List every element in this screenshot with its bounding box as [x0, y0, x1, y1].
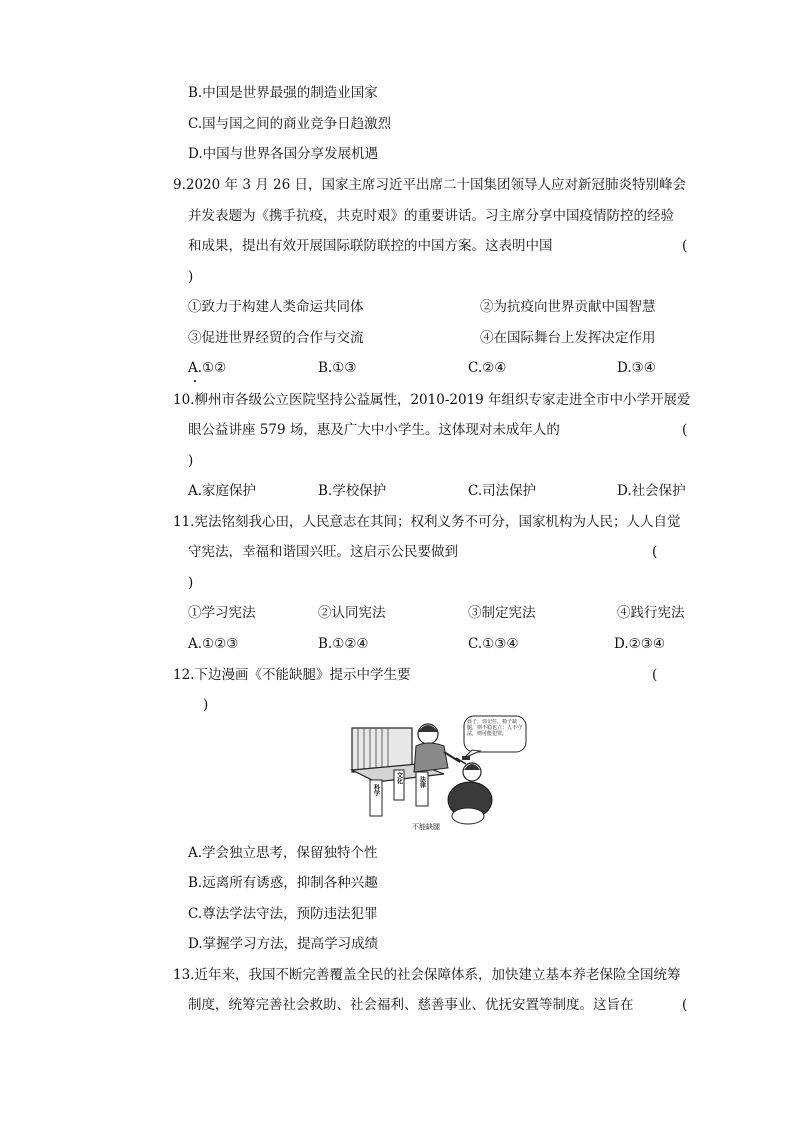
q11-item-3: ③制定宪法	[468, 605, 536, 621]
q11-option-b: B.①②④	[318, 636, 369, 652]
q8-option-b: B.中国是世界最强的制造业国家	[188, 85, 378, 101]
q9-option-a: A.①②	[188, 360, 227, 376]
q10-option-c: C.司法保护	[468, 483, 537, 499]
q9-item-4: ④在国际舞台上发挥决定作用	[480, 330, 656, 346]
q9-stem-line2: 并发表题为《携手抗疫，共克时艰》的重要讲话。习主席分享中国疫情防控的经验	[188, 208, 674, 224]
q12-option-a: A.学会独立思考，保留独特个性	[188, 845, 378, 861]
q11-option-d: D.②③④	[614, 636, 665, 652]
q12-answer-paren-close: )	[203, 697, 209, 713]
q10-answer-paren-open: (	[682, 422, 688, 438]
q10-stem-line2: 眼公益讲座 579 场，惠及广大中小学生。这体现对未成年人的	[188, 422, 560, 438]
q11-stem-line1: 11.宪法铭刻我心田，人民意志在其间；权利义务不可分，国家机构为人民；人人自觉	[173, 514, 681, 530]
q13-stem-line1: 13.近年来，我国不断完善覆盖全民的社会保障体系，加快建立基本养老保险全国统筹	[173, 967, 681, 983]
q9-item-3: ③促进世界经贸的合作与交流	[188, 330, 364, 346]
q9-stem-line1: 9.2020 年 3 月 26 日，国家主席习近平出席二十国集团领导人应对新冠肺炎特别峰会	[173, 177, 686, 193]
q12-stem-line1: 12.下边漫画《不能缺腿》提示中学生要	[173, 667, 411, 683]
cartoon-illustration	[348, 712, 528, 830]
q13-stem-line2: 制度，统筹完善社会救助、社会福利、慈善事业、优抚安置等制度。这旨在	[188, 997, 634, 1013]
q9-answer-paren-close: )	[188, 269, 194, 285]
cartoon-caption: 不能缺腿	[412, 823, 440, 831]
q10-option-b: B.学校保护	[318, 483, 387, 499]
q12-option-c: C.尊法学法守法，预防违法犯罪	[188, 906, 378, 922]
q11-item-2: ②认同宪法	[318, 605, 386, 621]
leg-sign-culture: 文化	[395, 772, 403, 784]
q8-option-c: C.国与国之间的商业竞争日趋激烈	[188, 116, 392, 132]
q11-option-c: C.①③④	[468, 636, 519, 652]
q12-option-b: B.远离所有诱惑，抑制各种兴趣	[188, 875, 378, 891]
q9-answer-paren-open: (	[682, 238, 688, 254]
q9-option-c: C.②④	[468, 360, 507, 376]
q13-answer-paren-open: (	[682, 997, 688, 1013]
q11-option-a: A.①②③	[188, 636, 239, 652]
q10-stem-line1: 10.柳州市各级公立医院坚持公益属性，2010-2019 年组织专家走进全市中小学开展爱	[173, 392, 691, 408]
q9-option-d: D.③④	[617, 360, 656, 376]
q12-option-d: D.掌握学习方法，提高学习成绩	[188, 936, 379, 952]
q11-item-1: ①学习宪法	[188, 605, 256, 621]
q8-option-d: D.中国与世界各国分享发展机遇	[188, 146, 379, 162]
speech-bubble-text: 孩子，你记住，椅子缺腿，则不稳也立；人不守法，则可能犯罪。	[467, 719, 523, 737]
q11-answer-paren-close: )	[188, 575, 194, 591]
leg-sign-law: 法律	[418, 776, 426, 788]
stray-dot	[194, 380, 196, 382]
q9-item-2: ②为抗疫向世界贡献中国智慧	[480, 299, 656, 315]
q9-item-1: ①致力于构建人类命运共同体	[188, 299, 364, 315]
q9-option-b: B.①③	[318, 360, 357, 376]
q11-stem-line2: 守宪法，幸福和谐国兴旺。这启示公民要做到	[188, 544, 458, 560]
q11-answer-paren-open: (	[652, 544, 658, 560]
q12-answer-paren-open: (	[652, 667, 658, 683]
leg-sign-science: 科学	[372, 784, 380, 796]
q9-stem-line3: 和成果，提出有效开展国际联防联控的中国方案。这表明中国	[188, 238, 553, 254]
q10-option-d: D.社会保护	[617, 483, 686, 499]
q10-answer-paren-close: )	[188, 453, 194, 469]
q10-option-a: A.家庭保护	[188, 483, 257, 499]
q11-item-4: ④践行宪法	[617, 605, 685, 621]
